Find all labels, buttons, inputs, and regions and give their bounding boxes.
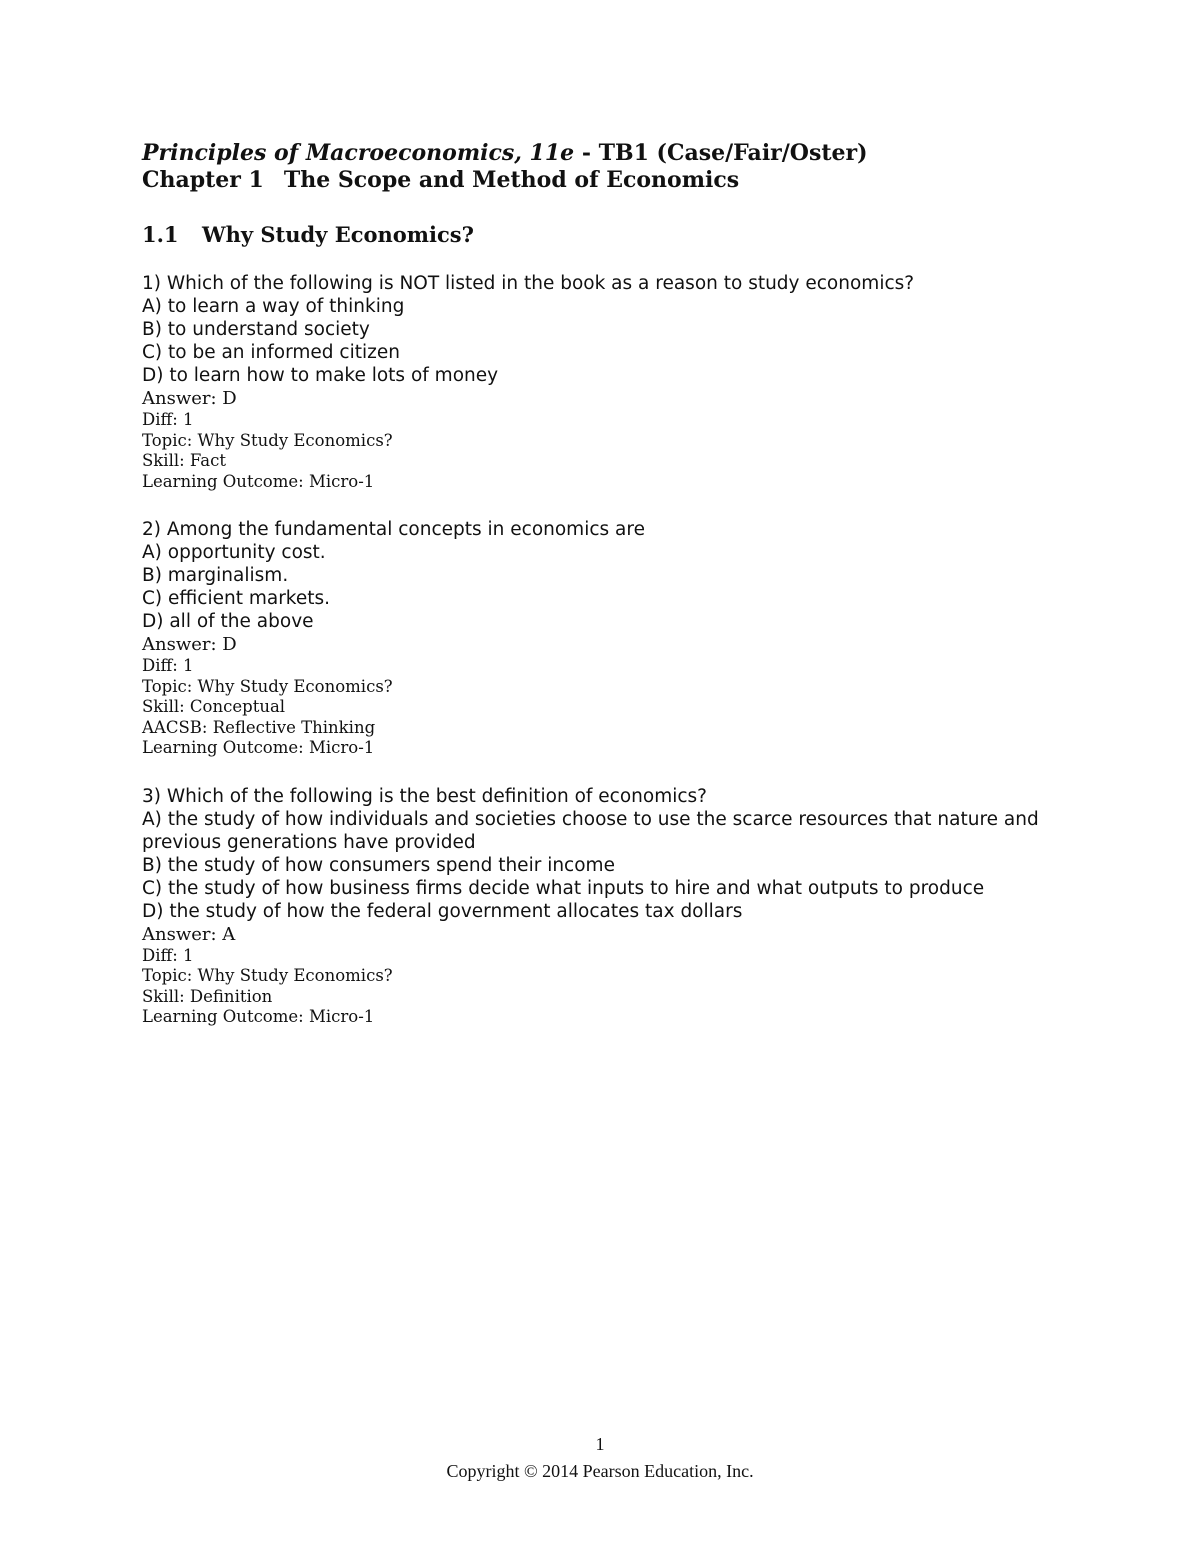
question-metadata: Diff: 1 (142, 410, 194, 429)
chapter-label: Chapter 1 (142, 167, 264, 193)
page-number: 1 (595, 1434, 605, 1454)
answer-option: A) the study of how individuals and societies choose to use the scarce resources that nature and previous generations have provided (142, 808, 1039, 853)
book-suffix: - TB1 (Case/Fair/Oster) (574, 140, 868, 166)
answer-option: D) the study of how the federal government allocates tax dollars (142, 900, 743, 922)
answer-option: C) efficient markets. (142, 588, 331, 609)
question-item (142, 518, 1092, 759)
question-metadata: Learning Outcome: Micro-1 (142, 1007, 375, 1026)
question-metadata: Diff: 1 (142, 656, 194, 675)
answer-option: C) to be an informed citizen (142, 342, 400, 363)
answer-key: Answer: A (142, 923, 236, 945)
question-metadata: AACSB: Reflective Thinking (142, 717, 376, 737)
answer-option: B) to understand society (142, 319, 370, 340)
question-metadata: Diff: 1 (142, 945, 194, 965)
question-metadata: Skill: Definition (142, 986, 273, 1006)
answer-option: B) marginalism. (142, 565, 289, 586)
chapter-heading (142, 167, 1092, 194)
question-metadata: Topic: Why Study Economics? (142, 430, 393, 450)
question-metadata: Topic: Why Study Economics? (142, 966, 393, 985)
question-metadata: Skill: Conceptual (142, 697, 286, 716)
section-number: 1.1 (142, 222, 179, 247)
document-page (142, 140, 1092, 1028)
question-stem: 2) Among the fundamental concepts in economics are (142, 519, 645, 540)
document-title (142, 140, 1092, 167)
section-heading (142, 222, 1092, 248)
question-item (142, 272, 1092, 492)
question-metadata: Learning Outcome: Micro-1 (142, 738, 375, 757)
answer-option: D) to learn how to make lots of money (142, 365, 499, 386)
answer-option: A) opportunity cost. (142, 542, 326, 563)
answer-option: A) to learn a way of thinking (142, 296, 405, 317)
answer-option: D) all of the above (142, 611, 314, 632)
question-metadata: Skill: Fact (142, 451, 226, 470)
question-stem: 1) Which of the following is NOT listed in the book as a reason to study economics? (142, 273, 915, 294)
copyright-notice: Copyright © 2014 Pearson Education, Inc. (446, 1461, 754, 1481)
book-title: Principles of Macroeconomics, 11e (142, 140, 575, 166)
answer-option: B) the study of how consumers spend their income (142, 854, 615, 876)
section-title: Why Study Economics? (202, 222, 474, 247)
answer-option: C) the study of how business firms decide what inputs to hire and what outputs to produce (142, 877, 985, 899)
question-stem: 3) Which of the following is the best definition of economics? (142, 785, 707, 807)
question-metadata: Topic: Why Study Economics? (142, 676, 393, 696)
answer-key: Answer: D (142, 634, 237, 655)
question-metadata: Learning Outcome: Micro-1 (142, 471, 375, 491)
answer-key: Answer: D (142, 388, 237, 409)
chapter-title: The Scope and Method of Economics (283, 167, 740, 193)
question-list (142, 272, 1092, 1028)
question-item (142, 785, 1092, 1028)
